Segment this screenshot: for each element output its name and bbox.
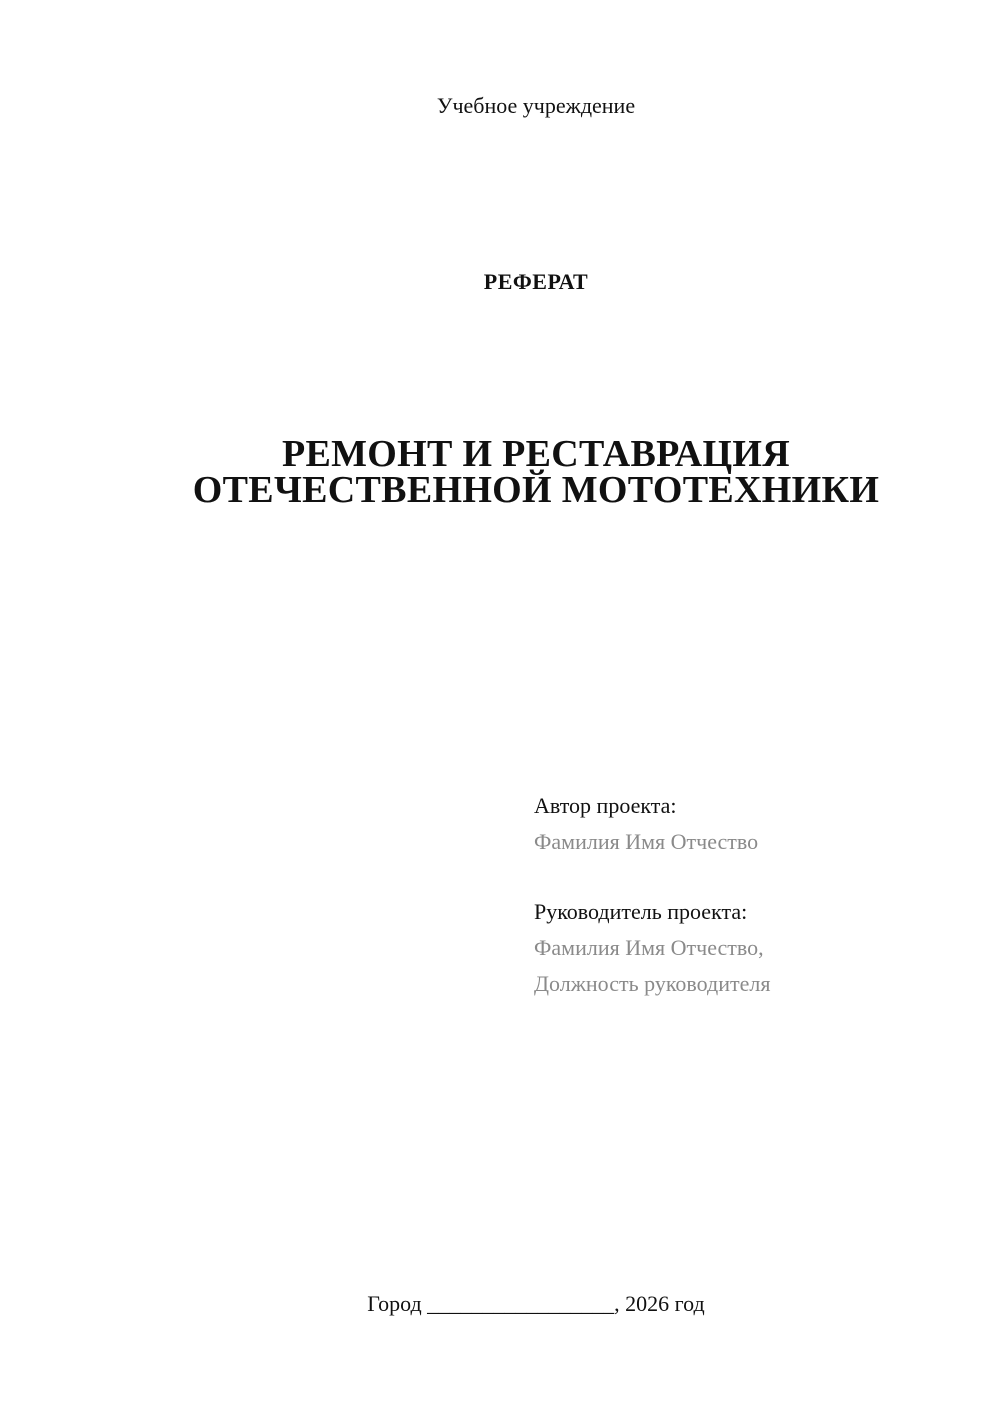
author-name: Фамилия Имя Отчество [534, 829, 759, 854]
document-type: РЕФЕРАТ [483, 269, 589, 294]
supervisor-label: Руководитель проекта: [534, 899, 748, 924]
city-year-footer: Город _________________, 2026 год [367, 1291, 705, 1316]
document-title [0, 433, 1000, 511]
title-line-1: РЕМОНТ И РЕСТАВРАЦИЯ [281, 433, 791, 475]
author-label: Автор проекта: [534, 793, 677, 818]
project-info [534, 788, 770, 1002]
supervisor-name: Фамилия Имя Отчество, [534, 935, 764, 960]
institution-name: Учебное учреждение [436, 93, 636, 118]
info-spacer [534, 860, 770, 894]
supervisor-position: Должность руководителя [534, 971, 771, 996]
title-line-2: ОТЕЧЕСТВЕННОЙ МОТОТЕХНИКИ [192, 469, 880, 511]
